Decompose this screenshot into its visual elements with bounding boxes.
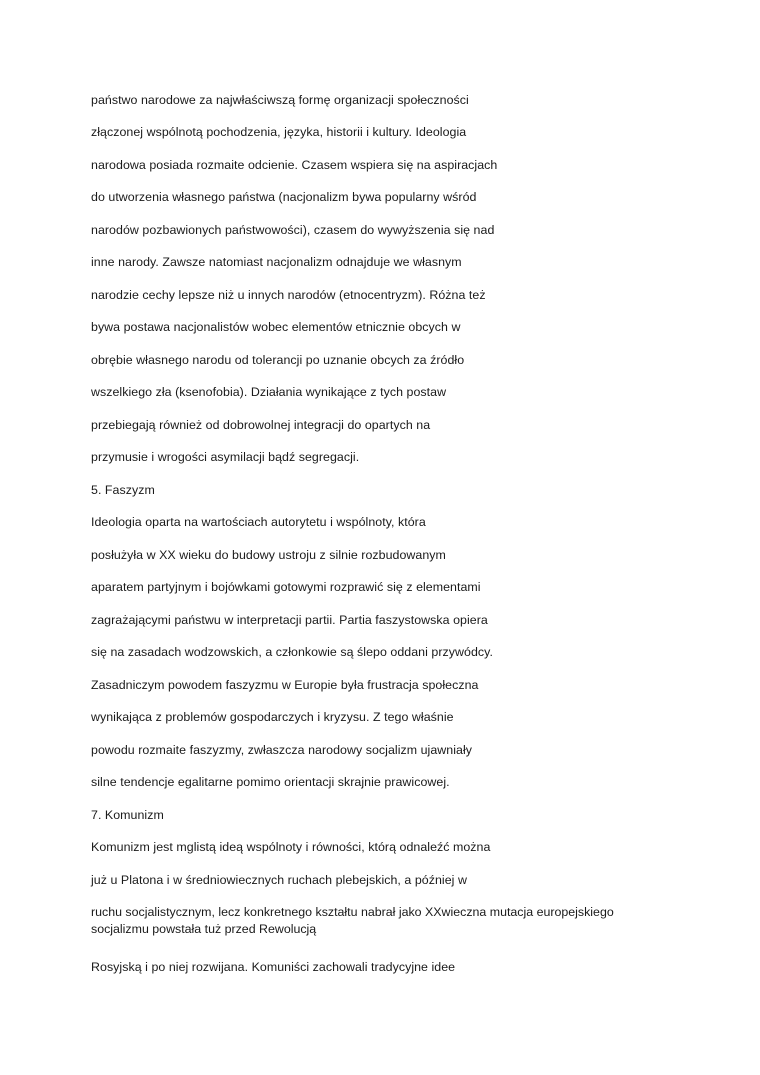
text-line: już u Platona i w średniowiecznych ruchach plebejskich, a później w (91, 873, 467, 887)
text-line: do utworzenia własnego państwa (nacjonalizm bywa popularny wśród (91, 190, 477, 204)
text-line: silne tendencje egalitarne pomimo orientacji skrajnie prawicowej. (91, 775, 450, 789)
text-line: wynikająca z problemów gospodarczych i kryzysu. Z tego właśnie (91, 710, 454, 724)
text-line: złączonej wspólnotą pochodzenia, języka, historii i kultury. Ideologia (91, 125, 467, 139)
text-line: bywa postawa nacjonalistów wobec elementów etnicznie obcych w (91, 320, 461, 334)
text-line: wszelkiego zła (ksenofobia). Działania wynikające z tych postaw (91, 385, 447, 399)
text-line: zagrażającymi państwu w interpretacji partii. Partia faszystowska opiera (91, 613, 488, 627)
section-heading-faszyzm: 5. Faszyzm (91, 483, 155, 497)
section-heading-komunizm: 7. Komunizm (91, 808, 164, 822)
text-line: Komunizm jest mglistą ideą wspólnoty i równości, którą odnaleźć można (91, 840, 491, 854)
text-line: Rosyjską i po niej rozwijana. Komuniści zachowali tradycyjne idee (91, 960, 456, 974)
text-line: Ideologia oparta na wartościach autorytetu i wspólnoty, która (91, 515, 426, 529)
text-line: narodów pozbawionych państwowości), czasem do wywyższenia się nad (91, 223, 495, 237)
text-line: powodu rozmaite faszyzmy, zwłaszcza narodowy socjalizm ujawniały (91, 743, 473, 757)
text-line: aparatem partyjnym i bojówkami gotowymi rozprawić się z elementami (91, 580, 481, 594)
text-line: przymusie i wrogości asymilacji bądź segregacji. (91, 450, 360, 464)
text-line: Zasadniczym powodem faszyzmu w Europie była frustracja społeczna (91, 678, 479, 692)
text-line: obrębie własnego narodu od tolerancji po uznanie obcych za źródło (91, 353, 465, 367)
text-line: posłużyła w XX wieku do budowy ustroju z silnie rozbudowanym (91, 548, 446, 562)
text-line: się na zasadach wodzowskich, a członkowie są ślepo oddani przywódcy. (91, 645, 493, 659)
text-line: narodzie cechy lepsze niż u innych narodów (etnocentryzm). Różna też (91, 288, 486, 302)
text-line: państwo narodowe za najwłaściwszą formę organizacji społeczności (91, 93, 469, 107)
text-line: narodowa posiada rozmaite odcienie. Czasem wspiera się na aspiracjach (91, 158, 498, 172)
text-line: inne narody. Zawsze natomiast nacjonalizm odnajduje we własnym (91, 255, 462, 269)
text-paragraph: ruchu socjalistycznym, lecz konkretnego kształtu nabrał jako XXwieczna mutacja europejskiego socjalizmu powstała tuż przed Rewolucją (91, 905, 614, 936)
text-line: przebiegają również od dobrowolnej integracji do opartych na (91, 418, 431, 432)
